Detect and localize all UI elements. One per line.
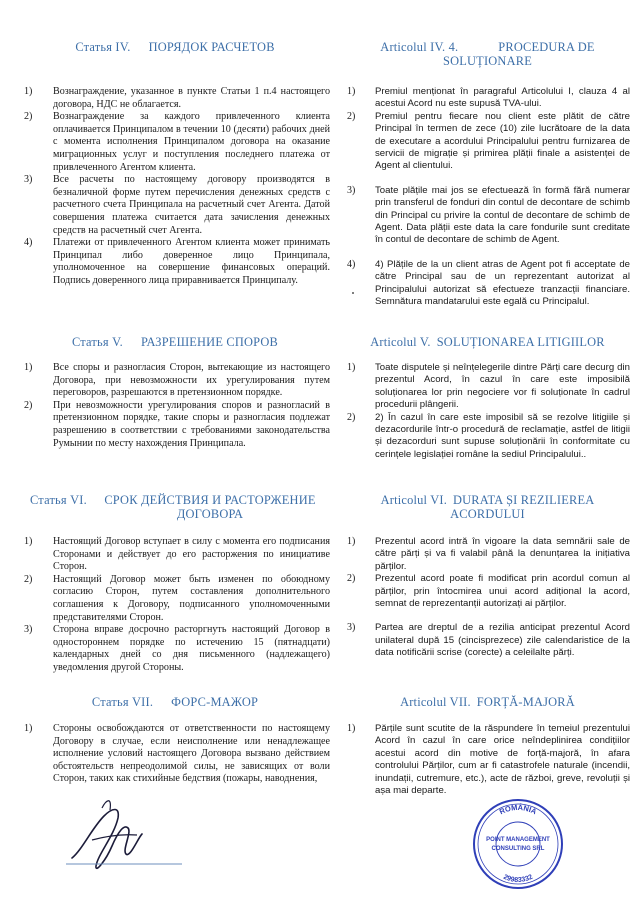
- item-text: Părțile sunt scutite de la răspundere în temeiul prezentului Acord în cazul în care orice neîndeplinirea condițiilor acestui acord din motive de forță-majoră, în afara controlului Părților, cum ar fi catastrofele naturale (incendii, inundații, cutremure, etc.), acte de război, greve, revoluții și așa mai departe.: [375, 723, 630, 797]
- list-item: [20, 111, 330, 174]
- ru-article-7-heading: [20, 695, 330, 709]
- ro-article-4-number: Articolul IV. 4.: [380, 40, 459, 54]
- item-text: Toate disputele și neînțelegerile dintre Părți care decurg din prezentul Acord, în cazul în care este imposibilă soluționarea lor prin negociere vor fi soluționate în cadrul procedurii plângerii.: [375, 362, 630, 411]
- list-item: [20, 174, 330, 237]
- item-marker: 3): [347, 184, 356, 196]
- item-marker: 1): [24, 362, 33, 373]
- list-item: [20, 362, 330, 400]
- item-text: Prezentul acord intră în vigoare la data semnării sale de către părți și va fi valabil până la denunțarea la inițiativa părților.: [375, 536, 630, 572]
- item-text: Стороны освобождаются от ответственности по настоящему Договору в случае, если неисполнение или ненадлежащее исполнение условий настоящего Договора вызвано действием обстоятельств непреодолимой силы, не зависящих от воли Сторон, таких как стихийные бедствия (пожары, наводнения,: [53, 723, 330, 785]
- list-item: [345, 723, 630, 797]
- ru-article-6-number: Статья VI.: [30, 493, 87, 507]
- item-marker: 2): [347, 411, 356, 423]
- item-marker: 1): [24, 536, 33, 547]
- item-marker: 3): [24, 624, 33, 636]
- list-item: [345, 412, 630, 462]
- item-marker: 4): [347, 258, 356, 270]
- item-marker: 2): [347, 110, 356, 122]
- ro-article-7-title: FORȚĂ-MAJORĂ: [476, 695, 575, 709]
- item-text: Partea are dreptul de a rezilia anticipat prezentul Acord unilateral după 15 (cincisprezece) zile calendaristice de la data notificării scrise (corecte) a celeilalte părți.: [375, 622, 630, 659]
- item-text: Вознаграждение, указанное в пункте Статьи 1 п.4 настоящего договора, НДС не облагается.: [53, 86, 330, 110]
- item-text: Настоящий Договор вступает в силу с момента его подписания Сторонами и действует до его расторжения по инициативе Сторон.: [53, 536, 330, 573]
- company-stamp: [470, 796, 566, 892]
- ro-article-5-title: SOLUȚIONAREA LITIGIILOR: [436, 335, 605, 349]
- ru-article-5-number: Статья V.: [71, 335, 123, 349]
- list-item: [20, 237, 330, 287]
- item-marker: 3): [24, 174, 33, 186]
- item-text: Настоящий Договор может быть изменен по обоюдному согласию Сторон, путем составления дополнительного соглашения к Договору, подписанного уполномоченными представителями Сторон.: [53, 573, 330, 623]
- list-item: [345, 573, 630, 610]
- item-text: Все расчеты по настоящему договору производятся в безналичной форме путем перечисления денежных средств с расчетного счета Принципала на расчетный счет Агента. Датой совершения платежа считается дата зачисления денежных средств на расчетный счет Агента.: [53, 174, 330, 236]
- ru-article-5-list: [20, 362, 330, 450]
- ro-article-7-list: [345, 723, 630, 797]
- list-item: [345, 259, 630, 309]
- list-item: [345, 536, 630, 573]
- ru-article-5-title: РАЗРЕШЕНИЕ СПОРОВ: [140, 335, 279, 349]
- ro-article-6-list: [345, 536, 630, 660]
- stamp-company-line-1: POINT MANAGEMENT: [486, 837, 550, 843]
- item-marker: 1): [347, 86, 356, 97]
- item-marker: 2): [347, 573, 356, 585]
- ro-article-4-list: [345, 86, 630, 309]
- item-marker: 2): [24, 399, 33, 411]
- ru-article-4-title: ПОРЯДОК РАСЧЕТОВ: [148, 40, 275, 54]
- ru-article-4-list: [20, 86, 330, 288]
- ro-article-7-number: Articolul VII.: [400, 695, 471, 709]
- ru-article-7-number: Статья VII.: [91, 695, 154, 709]
- item-text: Платежи от привлеченного Агентом клиента может принимать Принципал либо доверенное лицо Принципала, уполномоченное на совершение финансовых операций. Подпись доверенного лица приравнивается Принципалу.: [53, 237, 330, 286]
- russian-column: [20, 0, 330, 902]
- ru-article-6-heading: [20, 493, 330, 521]
- ro-article-6-heading: [345, 493, 630, 521]
- item-text: При невозможности урегулирования споров и разногласий в претензионном порядке, такие споры и разногласия подлежат разрешению в соответствии с требованиями законодательства Румынии по месту нахождения Принципала.: [53, 399, 330, 449]
- ro-article-5-list: [345, 362, 630, 461]
- list-item: [20, 400, 330, 450]
- list-item: [345, 362, 630, 412]
- item-marker: 3): [347, 622, 356, 634]
- list-item: [20, 574, 330, 624]
- romanian-column: [345, 0, 630, 902]
- ru-article-6-title: СРОК ДЕЙСТВИЯ И РАСТОРЖЕНИЕ ДОГОВОРА: [104, 493, 316, 521]
- ru-article-4-number: Статья IV.: [75, 40, 131, 54]
- ro-article-6-number: Articolul VI.: [380, 493, 447, 507]
- item-marker: 2): [24, 111, 33, 123]
- stray-dot: [352, 292, 354, 294]
- list-item: [20, 624, 330, 674]
- list-item: [20, 86, 330, 111]
- stamp-country-text: ROMÂNIA: [497, 802, 539, 817]
- item-marker: 1): [347, 536, 356, 547]
- ro-article-5-heading: [345, 335, 630, 349]
- item-marker: 4): [24, 237, 33, 249]
- list-item: [345, 622, 630, 659]
- ro-article-7-heading: [345, 695, 630, 709]
- item-text: Вознаграждение за каждого привлеченного клиента оплачивается Принципалом в течении 10 (десяти) рабочих дней с момента исполнения Принципалом договора на оказание миграционных услуг и поступления последнего платежа от привлеченного Агентом клиента.: [53, 111, 330, 173]
- item-marker: 1): [24, 86, 33, 97]
- list-item: [20, 536, 330, 574]
- list-item: [20, 723, 330, 786]
- ro-article-6-title: DURATA ȘI REZILIEREA ACORDULUI: [450, 493, 595, 521]
- item-text: Premiul pentru fiecare nou client este plătit de către Principal în termen de zece (10) zile lucrătoare de la data de executare a acordului Principalului pentru furnizarea de servicii de migrație și primirea plății finale a asistenței de Agent al clientului.: [375, 110, 630, 172]
- ro-article-5-number: Articolul V.: [370, 335, 431, 349]
- ru-article-7-title: ФОРС-МАЖОР: [171, 695, 259, 709]
- list-item: [345, 86, 630, 111]
- item-text: Все споры и разногласия Сторон, вытекающие из настоящего Договора, при невозможности их урегулирования путем переговоров, разрешаются в претензионном порядке.: [53, 362, 330, 399]
- list-item: [345, 111, 630, 173]
- item-text: 2) În cazul în care este imposibil să se rezolve litigiile și dezacordurile într-o procedură de reclamație, astfel de litigii și dezacorduri sunt supuse soluționării în conformitate cu cerințele legislației române la sediul Principalului..: [375, 411, 630, 460]
- item-marker: 1): [24, 723, 33, 734]
- ru-article-6-list: [20, 536, 330, 675]
- item-text: Сторона вправе досрочно расторгнуть настоящий Договор в одностороннем порядке по истечению 15 (пятнадцати) календарных дней со дня письменного (надлежащего) уведомления другой Стороны.: [53, 624, 330, 673]
- ro-article-4-title: PROCEDURA DE SOLUȚIONARE: [443, 40, 595, 68]
- stamp-registration-number: 29983332: [502, 873, 534, 885]
- stamp-company-line-2: CONSULTING SRL: [491, 846, 545, 852]
- item-marker: 2): [24, 573, 33, 585]
- handwritten-signature: [62, 788, 192, 878]
- list-item: [345, 185, 630, 247]
- ro-article-4-heading: [345, 40, 630, 68]
- item-marker: 1): [347, 723, 356, 734]
- item-text: Toate plățile mai jos se efectuează în formă fără numerar prin transferul de fonduri din contul de decontare de schimb din Principal cu privire la contul de decontare de schimb de Agent. Data plății este data la care fondurile sunt creditate în contul de decontare de schimb de Agent.: [375, 184, 630, 246]
- ru-article-7-list: [20, 723, 330, 786]
- item-marker: 1): [347, 362, 356, 373]
- ru-article-5-heading: [20, 335, 330, 349]
- item-text: 4) Plățile de la un client atras de Agent pot fi acceptate de către Principal sau de un reprezentant autorizat al Principalului autorizat să efectueze tranzacții financiare. Semnătura mandatarului este egală cu Principalul.: [375, 258, 630, 308]
- item-text: Prezentul acord poate fi modificat prin acordul comun al părților, prin întocmirea unui acord adițional la acord, semnat de reprezentanții autorizați ai părților.: [375, 573, 630, 610]
- item-text: Premiul menționat în paragraful Articolului I, clauza 4 al acestui Acord nu este supusă TVA-ului.: [375, 86, 630, 110]
- ru-article-4-heading: [20, 40, 330, 54]
